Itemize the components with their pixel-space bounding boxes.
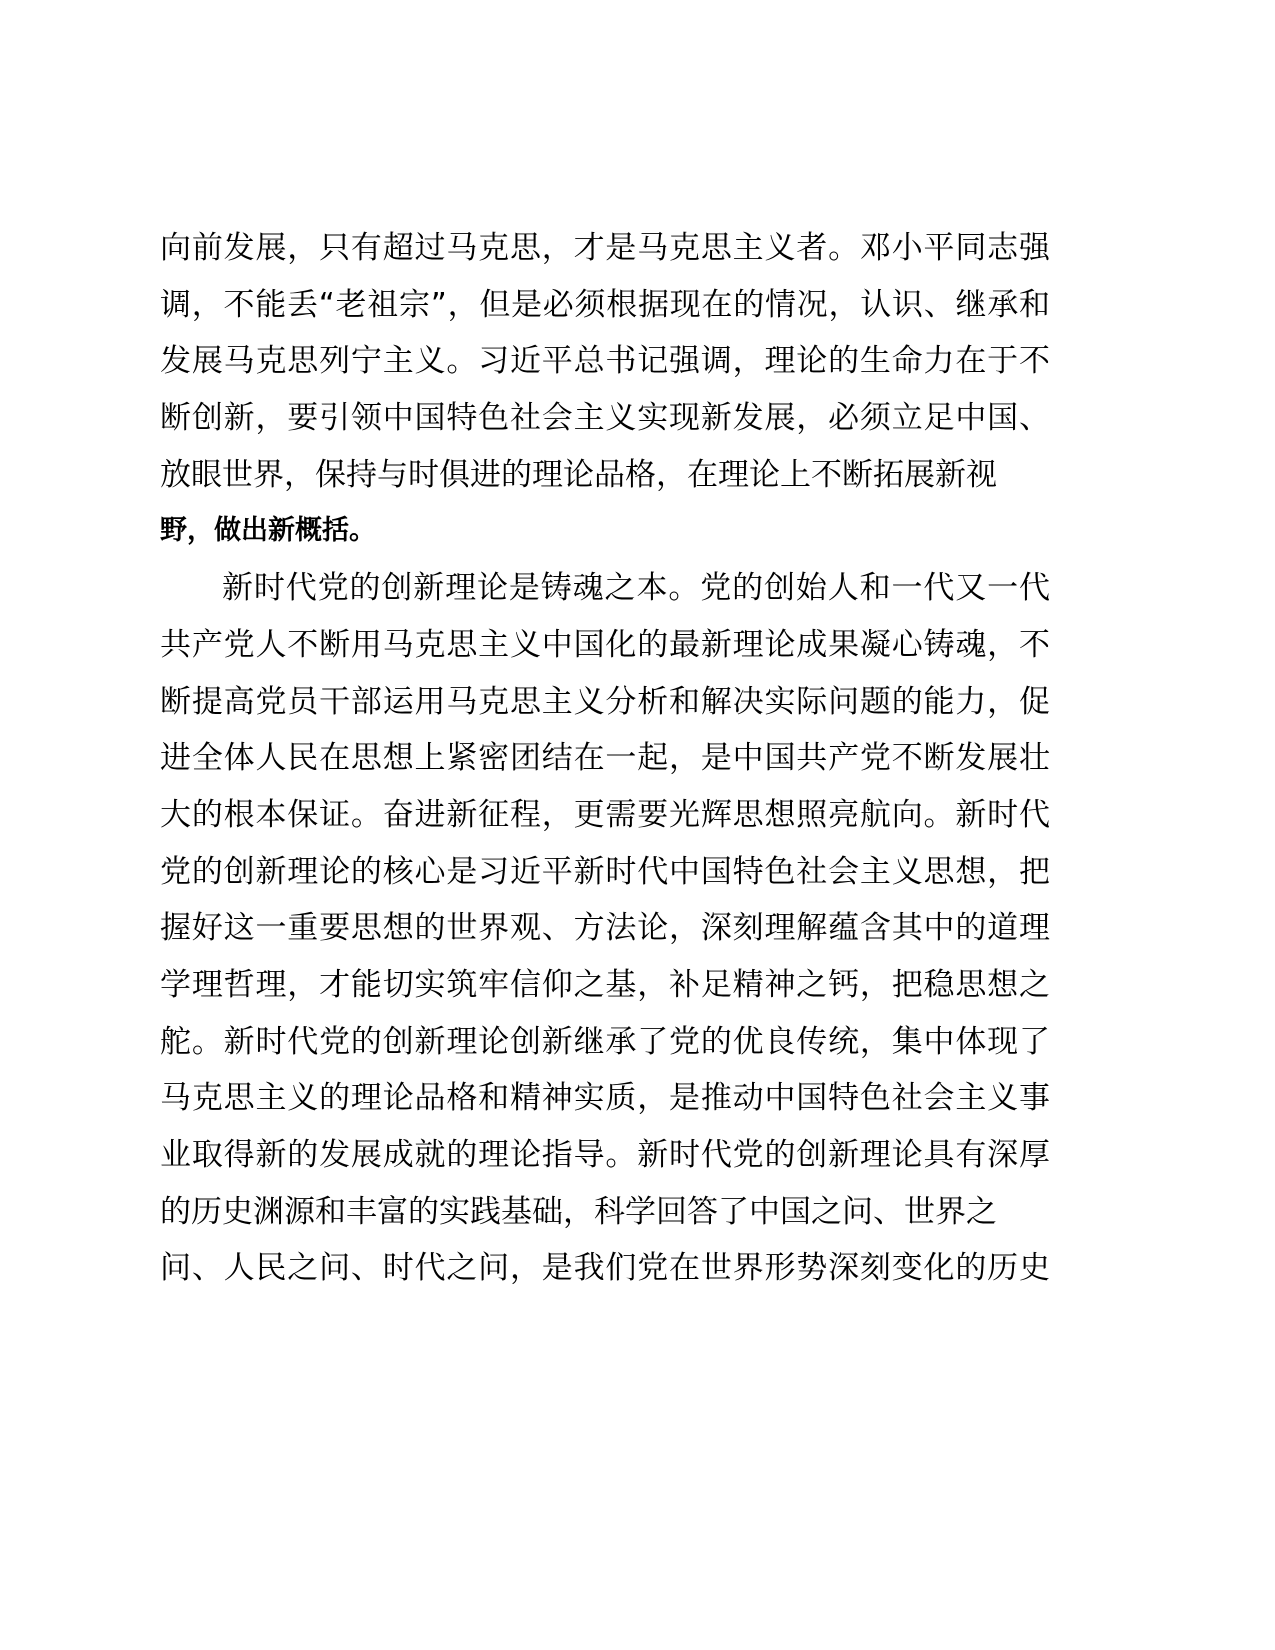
text-line: 放眼世界，保持与时俱进的理论品格，在理论上不断拓展新视 <box>160 456 997 493</box>
text-line: 断提高党员干部运用马克思主义分析和解决实际问题的能力，促 <box>160 683 1050 720</box>
text-line: 舵。新时代党的创新理论创新继承了党的优良传统，集中体现了 <box>160 1023 1050 1060</box>
text-line: 的历史渊源和丰富的实践基础，科学回答了中国之问、世界之 <box>160 1193 997 1230</box>
text-line: 学理哲理，才能切实筑牢信仰之基，补足精神之钙，把稳思想之 <box>160 966 1050 1003</box>
text-line: 野，做出新概括。 <box>160 515 376 547</box>
text-line: 业取得新的发展成就的理论指导。新时代党的创新理论具有深厚 <box>160 1137 1050 1173</box>
text-line: 进全体人民在思想上紧密团结在一起，是中国共产党不断发展壮 <box>160 740 1050 777</box>
body-text <box>160 220 1050 1297</box>
text-line: 共产党人不断用马克思主义中国化的最新理论成果凝心铸魂，不 <box>160 626 1050 663</box>
text-line: 向前发展，只有超过马克思，才是马克思主义者。邓小平同志强 <box>160 230 1050 266</box>
text-line: 断创新，要引领中国特色社会主义实现新发展，必须立足中国、 <box>160 400 1050 437</box>
text-line: 调，不能丢“老祖宗”，但是必须根据现在的情况，认识、继承和 <box>160 286 1050 323</box>
text-line: 握好这一重要思想的世界观、方法论，深刻理解蕴含其中的道理 <box>160 910 1050 947</box>
paragraph-first-line: 新时代党的创新理论是铸魂之本。党的创始人和一代又一代 <box>222 570 1050 607</box>
text-line: 发展马克思列宁主义。习近平总书记强调，理论的生命力在于不 <box>160 343 1050 380</box>
text-line: 大的根本保证。奋进新征程，更需要光辉思想照亮航向。新时代 <box>160 796 1050 833</box>
text-line: 问、人民之问、时代之问，是我们党在世界形势深刻变化的历史 <box>160 1250 1050 1287</box>
text-line: 马克思主义的理论品格和精神实质，是推动中国特色社会主义事 <box>160 1080 1050 1117</box>
text-line: 党的创新理论的核心是习近平新时代中国特色社会主义思想，把 <box>160 853 1050 890</box>
